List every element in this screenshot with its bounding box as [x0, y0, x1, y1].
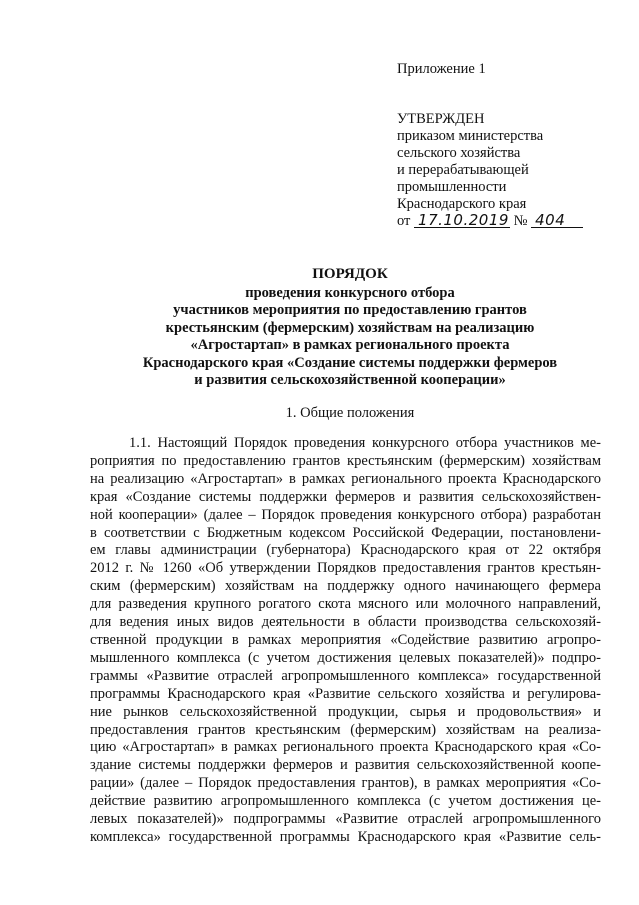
- approval-date-line: [397, 213, 627, 230]
- body-line: в соответствии с Бюджетным кодексом Российской Федерации, постановлени-: [90, 524, 601, 541]
- title-line: и развития сельскохозяйственной кооперации»: [194, 372, 506, 388]
- approval-line: приказом министерства: [397, 128, 544, 144]
- section-heading: 1. Общие положения: [285, 405, 415, 421]
- body-line: ние рынков сельскохозяйственной продукции, сырья и продовольствия» и: [90, 703, 601, 720]
- number-prefix: №: [513, 213, 528, 229]
- body-line: 2012 г. № 1260 «Об утверждении Порядков предоставления грантов крестьян-: [90, 560, 601, 577]
- title-line: Краснодарского края «Создание системы поддержки фермеров: [142, 354, 558, 371]
- handwritten-date: 17.10.2019: [414, 213, 510, 228]
- body-line: рации» (далее – Порядок предоставления грантов), в рамках мероприятия «Со-: [90, 775, 601, 792]
- body-line: ной кооперации» (далее – Порядок проведения конкурсного отбора) разработан: [90, 506, 601, 523]
- body-line: граммы «Развитие отраслей агропромышленного комплекса» государственной: [90, 667, 601, 684]
- annex-label: [397, 61, 627, 78]
- body-line: ским (фермерским) хозяйствам на поддержку одного начинающего фермера: [90, 578, 601, 595]
- body-line: комплекса» государственной программы Краснодарского края «Развитие сель-: [90, 828, 601, 845]
- title-line: «Агростартап» в рамках регионального проекта: [190, 337, 510, 353]
- body-line: программы Краснодарского края «Развитие сельского хозяйства и регулирова-: [90, 685, 601, 702]
- body-line: действие развитию агропромышленного комплекса (с учетом достижения це-: [90, 793, 601, 810]
- body-line: мышленного комплекса (с учетом достижения целевых показателей)» подпро-: [90, 649, 601, 666]
- approval-line: промышленности: [397, 179, 507, 195]
- body-line: роприятия по предоставлению грантов крестьянским (фермерским) хозяйствам: [90, 452, 601, 469]
- approval-line: Краснодарского края: [397, 196, 527, 212]
- body-line: края «Создание системы поддержки фермеров и развития сельскохозяйствен-: [90, 488, 601, 505]
- annex-text: Приложение 1: [397, 61, 486, 77]
- body-line: предоставления грантов крестьянским (фермерским) хозяйствам на реализа-: [90, 721, 601, 738]
- body-line: на реализацию «Агростартап» в рамках регионального проекта Краснодарского: [90, 470, 601, 487]
- body-line: левых показателей)» подпрограммы «Развитие отраслей агропромышленного: [90, 811, 601, 828]
- title-main: ПОРЯДОК: [312, 266, 388, 282]
- body-line: ственной продукции в рамках мероприятия «Содействие развитию агропро-: [90, 631, 601, 648]
- approval-line: УТВЕРЖДЕН: [397, 111, 485, 127]
- approval-block: [397, 111, 627, 230]
- handwritten-number: 404: [531, 213, 583, 228]
- body-line: для ведения иных видов деятельности в области производства сельскохозяй-: [90, 614, 601, 631]
- date-prefix: от: [397, 213, 411, 229]
- title-line: участников мероприятия по предоставлению грантов: [173, 302, 527, 318]
- body-line: для разведения крупного рогатого скота мясного или молочного направлений,: [90, 596, 601, 613]
- body-line: 1.1. Настоящий Порядок проведения конкурсного отбора участников ме-: [129, 435, 601, 451]
- body-line: цию «Агростартап» в рамках регионального проекта Краснодарского края «Со-: [90, 739, 601, 756]
- document-title: [100, 266, 600, 390]
- approval-line: и перерабатывающей: [397, 162, 529, 178]
- body-line: ем главы администрации (губернатора) Краснодарского края от 22 октября: [90, 542, 601, 559]
- approval-line: сельского хозяйства: [397, 145, 521, 161]
- title-line: крестьянским (фермерским) хозяйствам на реализацию: [165, 319, 535, 336]
- body-line: здание системы поддержки фермеров и развития сельскохозяйственной коопе-: [90, 757, 601, 774]
- title-line: проведения конкурсного отбора: [245, 284, 455, 301]
- body-paragraph: [90, 435, 601, 847]
